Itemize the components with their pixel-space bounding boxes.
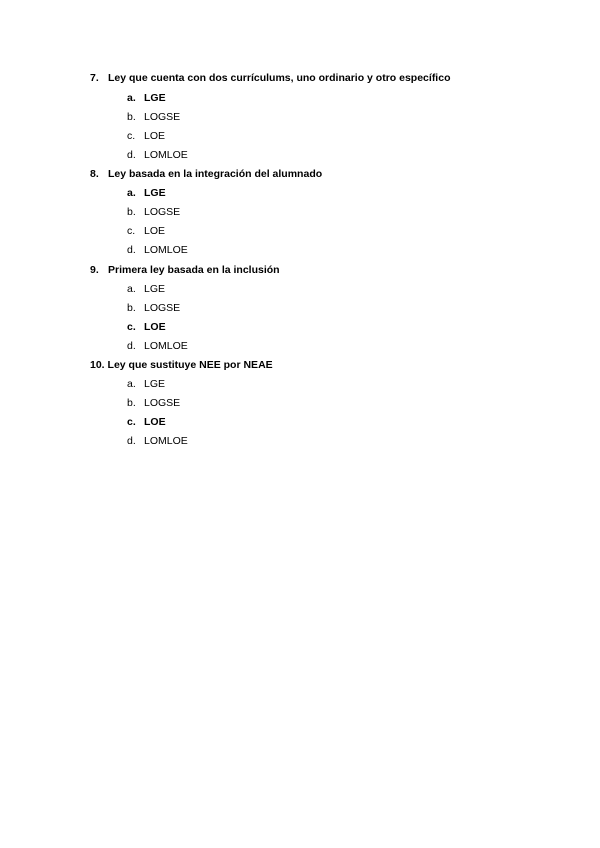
option-letter: c. [127,130,136,142]
option-9b [127,302,180,315]
option-text: LGE [144,187,166,199]
option-8c [127,225,165,238]
option-text: LOE [144,225,166,237]
option-7b [127,111,180,124]
option-text: LOE [144,130,166,142]
option-text: LOGSE [144,397,181,409]
question-10 [90,359,273,372]
question-number: 8. [90,168,99,180]
question-number: 9. [90,264,99,276]
option-letter: d. [127,149,136,161]
question-text: Primera ley basada en la inclusión [108,264,280,276]
option-letter: a. [127,92,136,104]
option-8d [127,244,188,257]
option-letter: d. [127,435,136,447]
option-letter: a. [127,283,136,295]
option-letter: c. [127,416,136,428]
option-9c [127,321,166,334]
option-text: LGE [144,378,166,390]
option-10c [127,416,166,429]
option-text: LOMLOE [144,340,188,352]
option-text: LGE [144,283,166,295]
option-9d [127,340,188,353]
option-10b [127,397,180,410]
question-number: 10. [90,359,105,371]
option-letter: b. [127,111,136,123]
question-text: Ley que sustituye NEE por NEAE [107,359,273,371]
option-letter: a. [127,187,136,199]
option-8a [127,187,166,200]
option-text: LGE [144,92,166,104]
question-text: Ley basada en la integración del alumnado [108,168,323,180]
option-text: LOMLOE [144,435,188,447]
question-7 [90,72,450,85]
question-8 [90,168,322,181]
option-7c [127,130,165,143]
option-text: LOGSE [144,111,181,123]
option-letter: a. [127,378,136,390]
option-text: LOE [144,321,166,333]
option-letter: b. [127,302,136,314]
option-text: LOMLOE [144,244,188,256]
option-7d [127,149,188,162]
option-text: LOGSE [144,206,181,218]
option-8b [127,206,180,219]
option-letter: b. [127,206,136,218]
option-7a [127,92,166,105]
option-10a [127,378,165,391]
option-text: LOE [144,416,166,428]
option-text: LOMLOE [144,149,188,161]
option-letter: d. [127,244,136,256]
option-letter: d. [127,340,136,352]
option-letter: b. [127,397,136,409]
question-number: 7. [90,72,99,84]
question-9 [90,264,280,277]
option-10d [127,435,188,448]
option-9a [127,283,165,296]
option-letter: c. [127,321,136,333]
question-text: Ley que cuenta con dos currículums, uno ordinario y otro específico [108,72,451,84]
option-text: LOGSE [144,302,181,314]
option-letter: c. [127,225,136,237]
